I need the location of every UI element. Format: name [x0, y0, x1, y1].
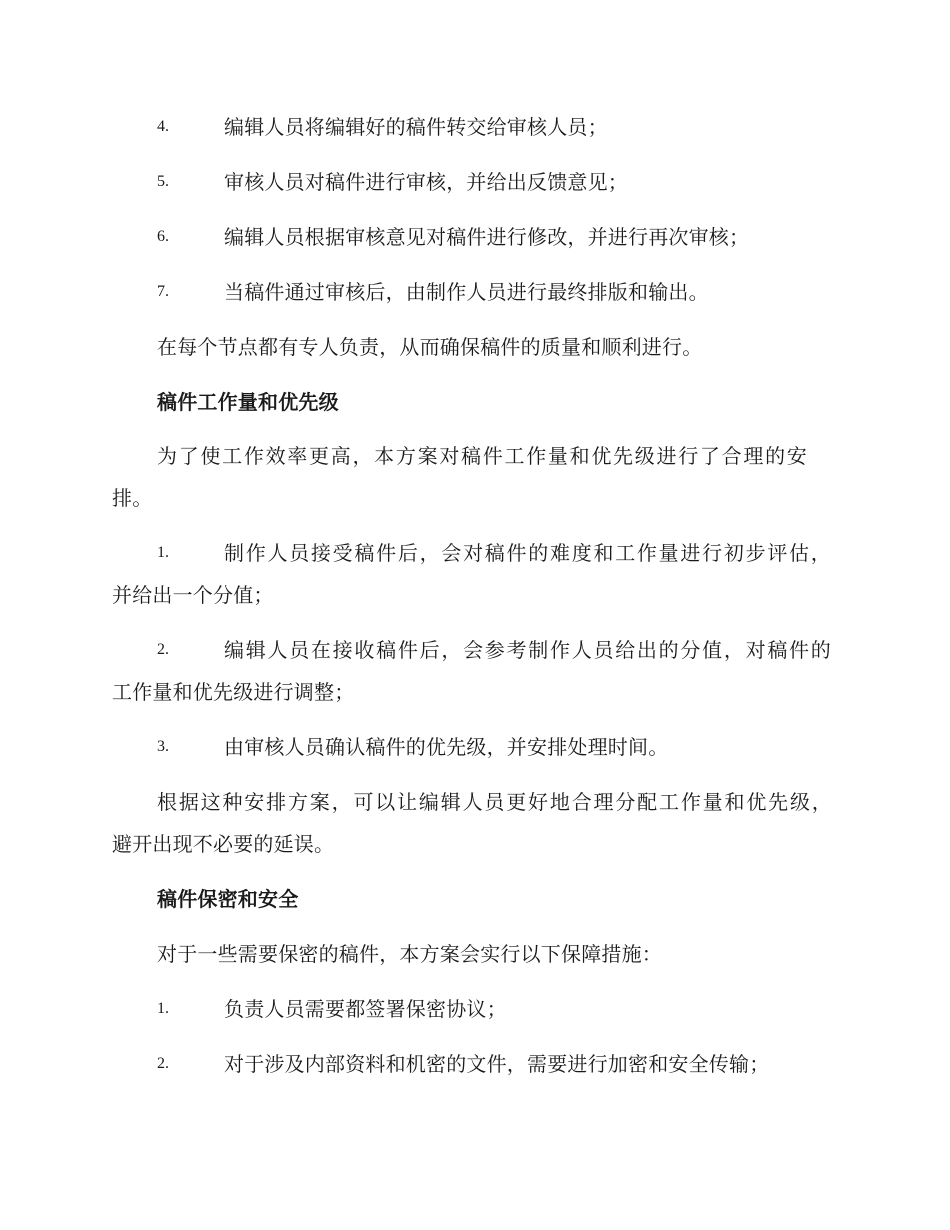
paragraph-security: 对于一些需要保密的稿件，本方案会实行以下保障措施：: [157, 942, 662, 966]
list-item-text-continued: 并给出一个分值；: [112, 583, 274, 607]
list-item-number: 2.: [157, 1055, 169, 1072]
list-item-text: 编辑人员在接收稿件后，会参考制作人员给出的分值，对稿件的: [224, 638, 831, 662]
paragraph-workload-line2: 排。: [112, 486, 153, 510]
list-item-number: 4.: [157, 118, 169, 135]
list-item-number: 7.: [157, 283, 169, 300]
paragraph-workload-line1: 为了使工作效率更高，本方案对稿件工作量和优先级进行了合理的安: [157, 444, 807, 468]
list-item-text: 制作人员接受稿件后，会对稿件的难度和工作量进行初步评估，: [224, 541, 831, 565]
list-item-number: 1.: [157, 1000, 169, 1017]
list-item-text: 审核人员对稿件进行审核，并给出反馈意见；: [224, 170, 628, 194]
list-item-number: 5.: [157, 173, 169, 190]
list-item-text-continued: 工作量和优先级进行调整；: [112, 680, 355, 704]
list-item-number: 6.: [157, 228, 169, 245]
list-item-number: 2.: [157, 641, 169, 658]
paragraph-arrange-line1: 根据这种安排方案，可以让编辑人员更好地合理分配工作量和优先级，: [157, 790, 832, 814]
list-item-text: 负责人员需要都签署保密协议；: [224, 997, 507, 1021]
list-item-text: 对于涉及内部资料和机密的文件，需要进行加密和安全传输；: [224, 1052, 770, 1076]
list-item-text: 编辑人员根据审核意见对稿件进行修改，并进行再次审核；: [224, 225, 750, 249]
list-item-text: 编辑人员将编辑好的稿件转交给审核人员；: [224, 115, 608, 139]
list-item-number: 1.: [157, 544, 169, 561]
list-item-text: 当稿件通过审核后，由制作人员进行最终排版和输出。: [224, 280, 709, 304]
section-heading-workload: 稿件工作量和优先级: [157, 390, 339, 414]
list-item-text: 由审核人员确认稿件的优先级，并安排处理时间。: [224, 735, 669, 759]
paragraph-nodes: 在每个节点都有专人负责，从而确保稿件的质量和顺利进行。: [157, 335, 703, 359]
section-heading-security: 稿件保密和安全: [157, 887, 299, 911]
list-item-number: 3.: [157, 738, 169, 755]
paragraph-arrange-line2: 避开出现不必要的延误。: [112, 832, 335, 856]
